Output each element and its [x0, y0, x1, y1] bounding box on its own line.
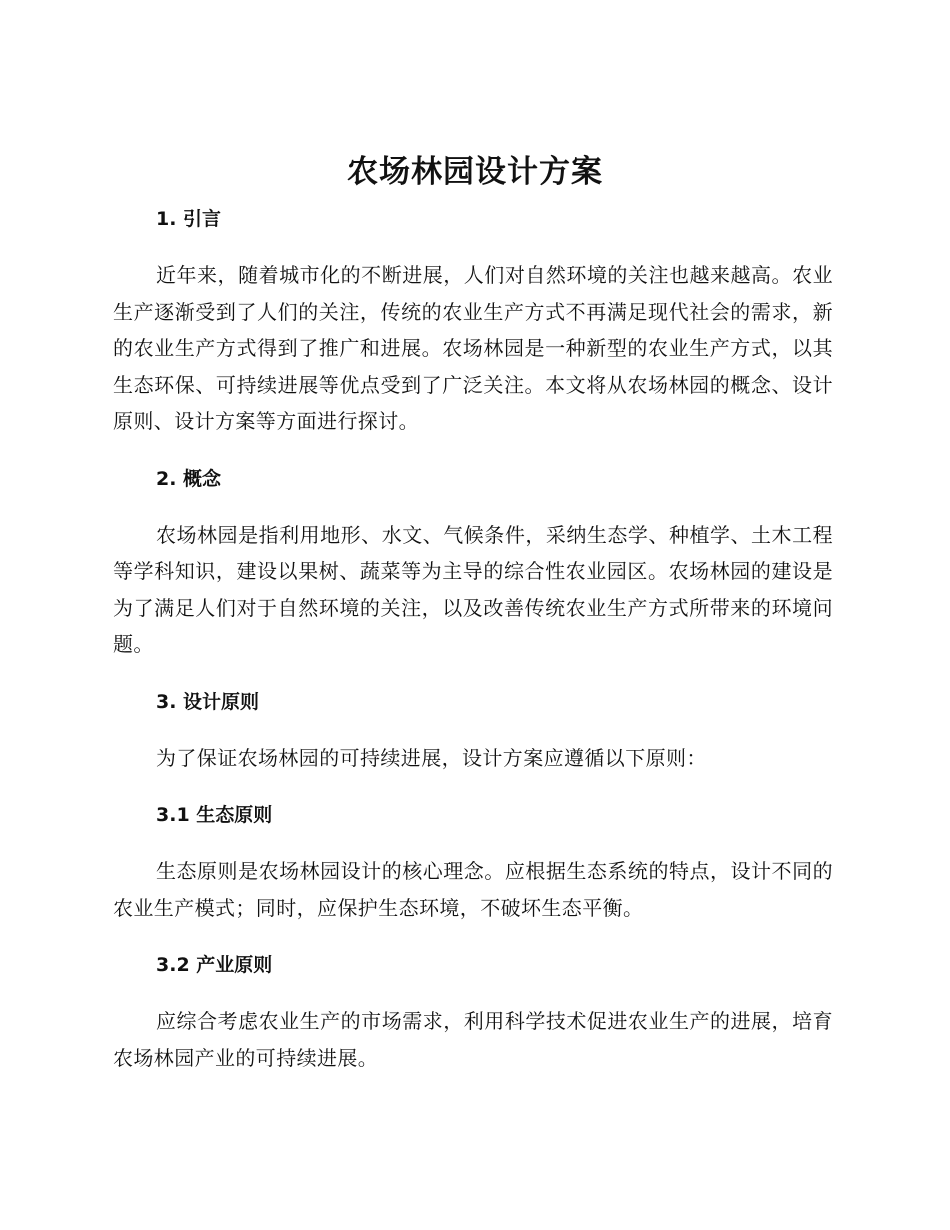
section-paragraph-design-principles: 为了保证农场林园的可持续进展，设计方案应遵循以下原则：	[156, 745, 707, 770]
section-heading-introduction: 1. 引言	[156, 208, 222, 230]
section-paragraph-concept: 农场林园是指利用地形、水文、气候条件，采纳生态学、种植学、土木工程等学科知识，建设以果树、蔬菜等为主导的综合性农业园区。农场林园的建设是为了满足人们对于自然环境的关注，以及改善传统农业生产方式所带来的环境问题。	[113, 522, 833, 656]
section-paragraph-industry-principle: 应综合考虑农业生产的市场需求，利用科学技术促进农业生产的进展，培育农场林园产业的可持续进展。	[113, 1009, 833, 1070]
section-heading-industry-principle: 3.2 产业原则	[156, 954, 273, 976]
document-title: 农场林园设计方案	[347, 154, 603, 190]
section-paragraph-ecological-principle: 生态原则是农场林园设计的核心理念。应根据生态系统的特点，设计不同的农业生产模式；同时，应保护生态环境，不破坏生态平衡。	[113, 859, 833, 920]
section-heading-design-principles: 3. 设计原则	[156, 690, 260, 713]
section-paragraph-introduction: 近年来，随着城市化的不断进展，人们对自然环境的关注也越来越高。农业生产逐渐受到了人们的关注，传统的农业生产方式不再满足现代社会的需求，新的农业生产方式得到了推广和进展。农场林园是一种新型的农业生产方式，以其生态环保、可持续进展等优点受到了广泛关注。本文将从农场林园的概念、设计原则、设计方案等方面进行探讨。	[113, 263, 833, 433]
section-heading-ecological-principle: 3.1 生态原则	[156, 804, 273, 826]
document-body	[113, 201, 833, 1076]
section-heading-concept: 2. 概念	[156, 467, 222, 490]
